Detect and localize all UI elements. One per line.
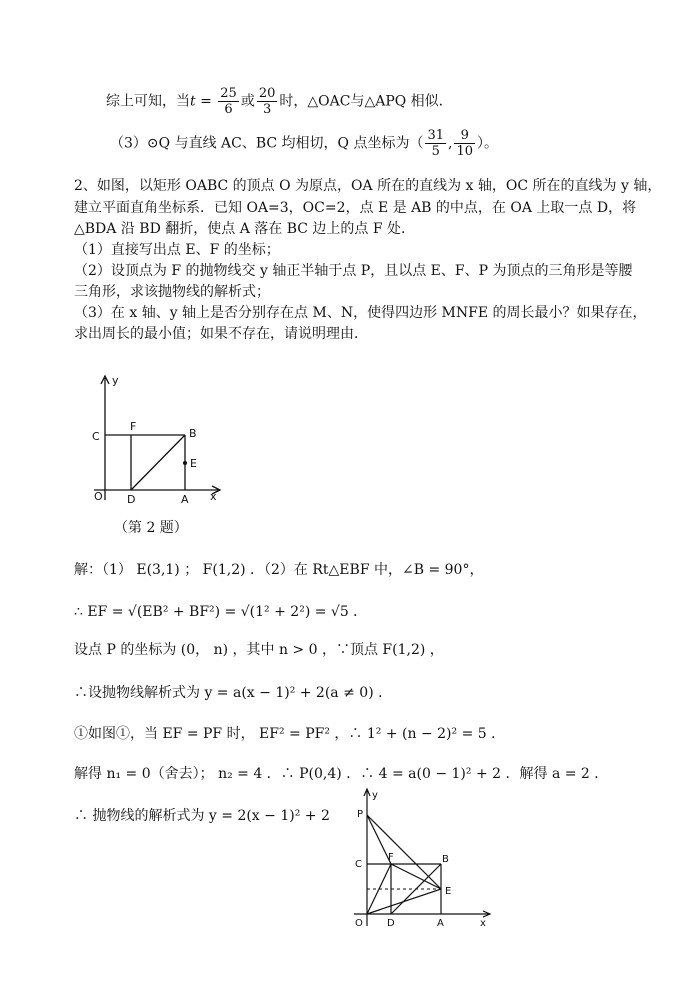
question-3a: （3）在 x 轴、y 轴上是否分别存在点 M、N，使得四边形 MNFE 的周长最小？如果存在， [74, 305, 647, 321]
fig2-label-x: x [480, 918, 486, 929]
fig1-label-e: E [190, 457, 197, 470]
solution-line-3: 设点 P 的坐标为 (0， n) ，其中 n > 0 ，∵顶点 F(1,2) ， [74, 642, 444, 658]
fig2-label-a: A [437, 918, 444, 929]
part3-suffix: ）。 [477, 135, 499, 152]
comma: , [448, 135, 453, 152]
fig2-label-y: y [372, 790, 378, 801]
fig1-label-d: D [127, 493, 136, 506]
figure-1-caption: （第 2 题） [114, 520, 188, 536]
question-3b: 求出周长的最小值；如果不存在，请说明理由． [74, 326, 368, 342]
solution-line-4: ∴设抛物线解析式为 y = a(x − 1)² + 2(a ≠ 0) ． [74, 685, 393, 701]
figure-1 [88, 372, 228, 512]
problem-line-2: 建立平面直角坐标系．已知 OA=3，OC=2，点 E 是 AB 的中点，在 OA 上取一点 D，将 [74, 200, 637, 216]
problem-line-1: 2、如图，以矩形 OABC 的顶点 O 为原点，OA 所在的直线为 x 轴，OC 所在的直线为 y 轴， [74, 178, 662, 194]
fraction-25-6: $\frac{25}{6}$ [220, 86, 237, 117]
fig1-label-a: A [181, 493, 189, 506]
figure-2 [350, 786, 500, 936]
solution-line-7: ∴ 抛物线的解析式为 y = 2(x − 1)² + 2 [74, 808, 330, 824]
fig2-label-p: P [357, 809, 364, 820]
fig1-label-x: x [210, 490, 217, 503]
fig1-label-b: B [189, 427, 197, 440]
solution-line-1: 解：（1） E(3,1) ； F(1,2) ．（2）在 Rt△EBF 中，∠B = 90°， [74, 562, 484, 578]
var-t: t [190, 93, 196, 110]
solution-line-2: ∴ EF = √(EB² + BF²) = √(1² + 2²) = √5 ． [74, 604, 368, 620]
summary-suffix: 时，△OAC与△APQ 相似． [279, 93, 453, 110]
part3-line [110, 128, 498, 159]
fig2-label-b: B [442, 854, 449, 865]
question-1: （1）直接写出点 E、F 的坐标； [74, 242, 280, 258]
fig2-label-f: F [388, 852, 394, 863]
question-2a: （2）设顶点为 F 的抛物线交 y 轴正半轴于点 P，且以点 E、F、P 为顶点的三角形是等腰 [74, 263, 633, 279]
fig2-label-o: O [355, 918, 363, 929]
solution-line-6: 解得 n₁ = 0（舍去）； n₂ = 4 ．∴ P(0,4) ．∴ 4 = a(0 − 1)² + 2 ．解得 a = 2 ． [74, 766, 609, 782]
summary-line [106, 86, 453, 117]
fig1-label-c: C [92, 430, 100, 443]
summary-prefix: 综上可知，当 [106, 93, 190, 110]
or-word: 或 [240, 93, 255, 110]
fraction-9-10: $\frac{9}{10}$ [456, 128, 474, 159]
fig2-label-e: E [445, 886, 452, 897]
solution-line-5: ①如图①，当 EF = PF 时， EF² = PF² ，∴ 1² + (n − 2)² = 5 ． [74, 726, 506, 742]
fraction-20-3: $\frac{20}{3}$ [258, 86, 276, 117]
fig1-label-y: y [112, 374, 119, 387]
fig1-label-f: F [130, 420, 137, 433]
equals: = [195, 93, 217, 110]
fraction-31-5: $\frac{31}{5}$ [427, 128, 445, 159]
fig1-label-o: O [94, 490, 103, 503]
problem-line-3: △BDA 沿 BD 翻折，使点 A 落在 BC 边上的点 F 处． [74, 221, 416, 237]
question-2b: 三角形，求该抛物线的解析式； [74, 284, 270, 300]
fig2-label-d: D [387, 918, 395, 929]
fig2-label-c: C [355, 859, 362, 870]
part3-prefix: （3）⊙Q 与直线 AC、BC 均相切，Q 点坐标为（ [110, 135, 424, 152]
